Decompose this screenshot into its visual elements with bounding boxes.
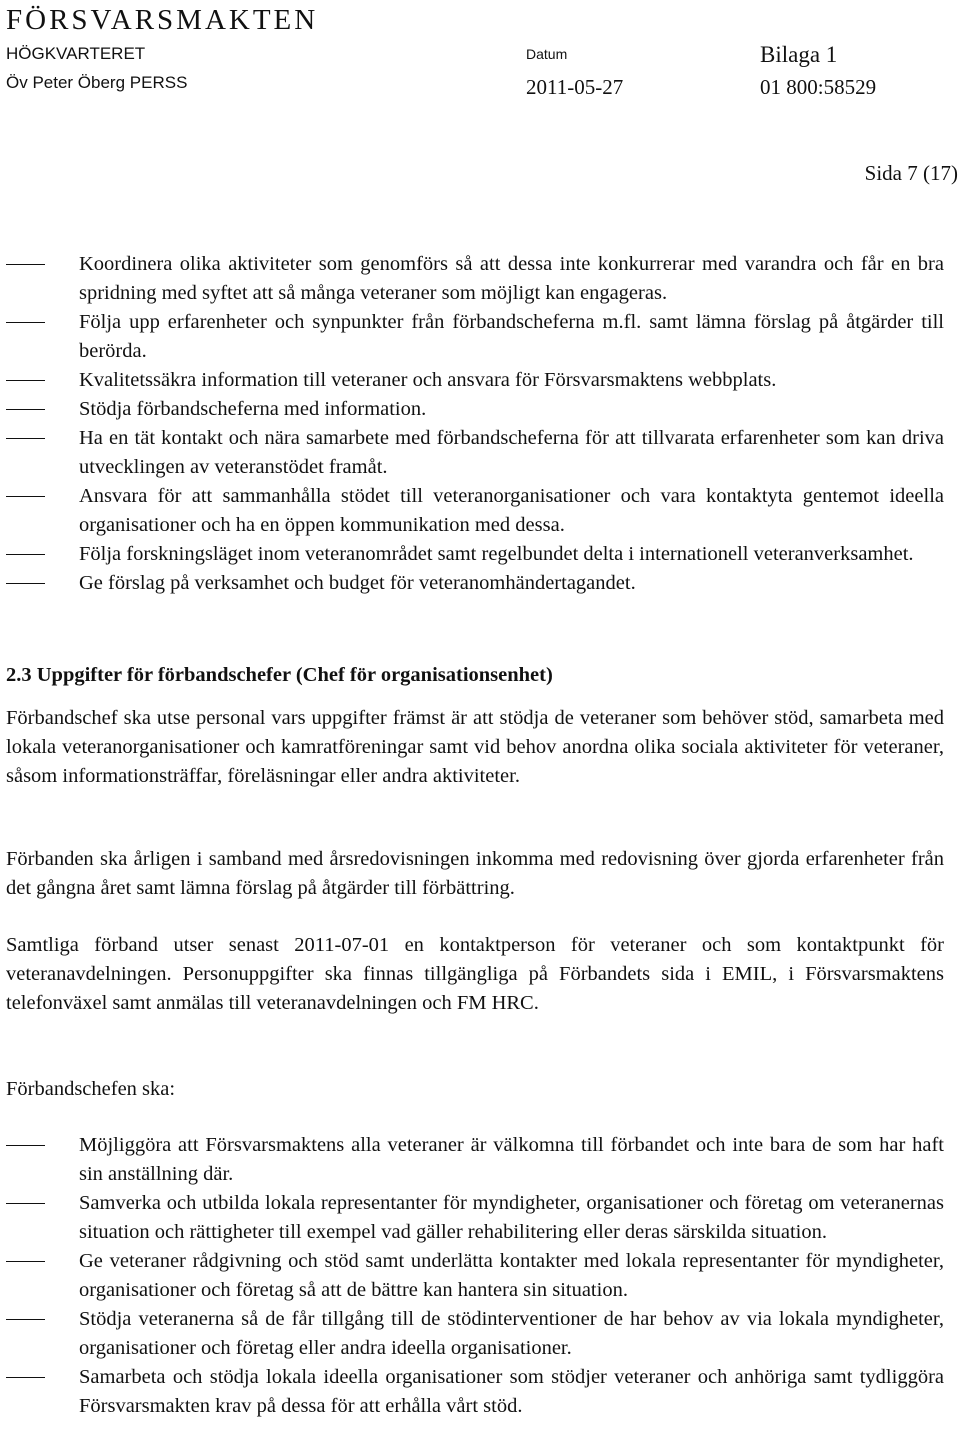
list-item [6, 250, 944, 308]
list-item-text: Ge förslag på verksamhet och budget för veteranomhändertagandet. [79, 572, 636, 594]
list-item [6, 1247, 944, 1305]
dash-bullet [6, 554, 45, 555]
body-paragraph: Förbanden ska årligen i samband med årsredovisningen inkomma med redovisning över gjorda erfarenheter från det gångna året samt lämna förslag på åtgärder till förbättring. [6, 848, 944, 899]
dash-bullet [6, 496, 45, 497]
dash-bullet [6, 1203, 45, 1204]
list-item [6, 308, 944, 366]
dash-bullet [6, 1319, 45, 1320]
list-item-text: Koordinera olika aktiviteter som genomförs så att dessa inte konkurrerar med varandra och får en bra spridning med syftet att så många veteraner som möjligt kan engageras. [79, 253, 944, 304]
list-item-text: Ansvara för att sammanhålla stödet till veteranorganisationer och vara kontaktyta gentemot ideella organisationer och ha en öppen kommunikation med dessa. [79, 485, 944, 536]
list-item [6, 1363, 944, 1421]
list-item-text: Stödja förbandscheferna med information. [79, 398, 427, 420]
list-item [6, 540, 944, 569]
list-item [6, 1131, 944, 1189]
list-item [6, 1305, 944, 1363]
dash-bullet [6, 322, 45, 323]
list-intro: Förbandschefen ska: [6, 1078, 176, 1100]
date-value: 2011-05-27 [526, 75, 624, 99]
dash-bullet [6, 1145, 45, 1146]
list-item-text: Samverka och utbilda lokala representanter för myndigheter, organisationer och företag om veteranernas situation och rättigheter till exempel vad gäller rehabilitering eller deras särskilda situation. [79, 1192, 944, 1243]
list-item-text: Ge veteraner rådgivning och stöd samt underlätta kontakter med lokala representanter för myndigheter, organisationer och företag så att de bättre kan hantera sin situation. [79, 1250, 944, 1301]
list-item [6, 482, 944, 540]
task-list-unit-commander [6, 1131, 944, 1421]
reference-number: 01 800:58529 [760, 75, 877, 99]
list-item-text: Följa forskningsläget inom veteranområdet samt regelbundet delta i internationell veteranverksamhet. [79, 543, 914, 565]
list-item [6, 395, 944, 424]
dash-bullet [6, 1261, 45, 1262]
dash-bullet [6, 583, 45, 584]
list-item-text: Samarbeta och stödja lokala ideella organisationer som stödjer veteraner och anhöriga samt tydliggöra Försvarsmakten krav på dessa för att erhålla vårt stöd. [79, 1366, 944, 1417]
dash-bullet [6, 438, 45, 439]
list-item-text: Möjliggöra att Försvarsmaktens alla veteraner är välkomna till förbandet och inte bara de som har haft sin anställning där. [79, 1134, 944, 1185]
list-item [6, 569, 944, 598]
body-paragraph: Förbandschef ska utse personal vars uppgifter främst är att stödja de veteraner som behöver stöd, samarbeta med lokala veteranorganisationer och kamratföreningar samt vid behov anordna olika sociala aktiviteter för veteraner, såsom informationsträffar, föreläsningar eller andra aktiviteter. [6, 707, 944, 787]
list-item-text: Kvalitetssäkra information till veteraner och ansvara för Försvarsmaktens webbplats. [79, 369, 777, 391]
dash-bullet [6, 264, 45, 265]
section-heading: 2.3 Uppgifter för förbandschefer (Chef för organisationsenhet) [6, 664, 553, 686]
dash-bullet [6, 380, 45, 381]
list-item-text: Stödja veteranerna så de får tillgång till de stödinterventioner de har behov av via lokala myndigheter, organisationer och företag eller andra ideella organisationer. [79, 1308, 944, 1359]
task-list-veteran-department [6, 250, 944, 598]
list-item [6, 424, 944, 482]
department-name: HÖGKVARTERET [6, 44, 146, 63]
body-paragraph: Samtliga förband utser senast 2011-07-01 en kontaktperson för veteraner och som kontaktpunkt för veteranavdelningen. Personuppgifter ska finnas tillgängliga på Förbandets sida i EMIL, i Försvarsmaktens telefonväxel samt anmälas till veteranavdelningen och FM HRC. [6, 934, 944, 1014]
organization-name: FÖRSVARSMAKTEN [6, 4, 319, 36]
list-item-text: Ha en tät kontakt och nära samarbete med förbandscheferna för att tillvarata erfarenheter som kan driva utvecklingen av veteranstödet framåt. [79, 427, 944, 478]
list-item-text: Följa upp erfarenheter och synpunkter från förbandscheferna m.fl. samt lämna förslag på åtgärder till berörda. [79, 311, 944, 362]
list-item [6, 366, 944, 395]
dash-bullet [6, 1377, 45, 1378]
author-name: Öv Peter Öberg PERSS [6, 73, 188, 92]
page-number: Sida 7 (17) [864, 161, 958, 185]
attachment-label: Bilaga 1 [760, 42, 838, 67]
list-item [6, 1189, 944, 1247]
date-label: Datum [526, 46, 568, 62]
dash-bullet [6, 409, 45, 410]
